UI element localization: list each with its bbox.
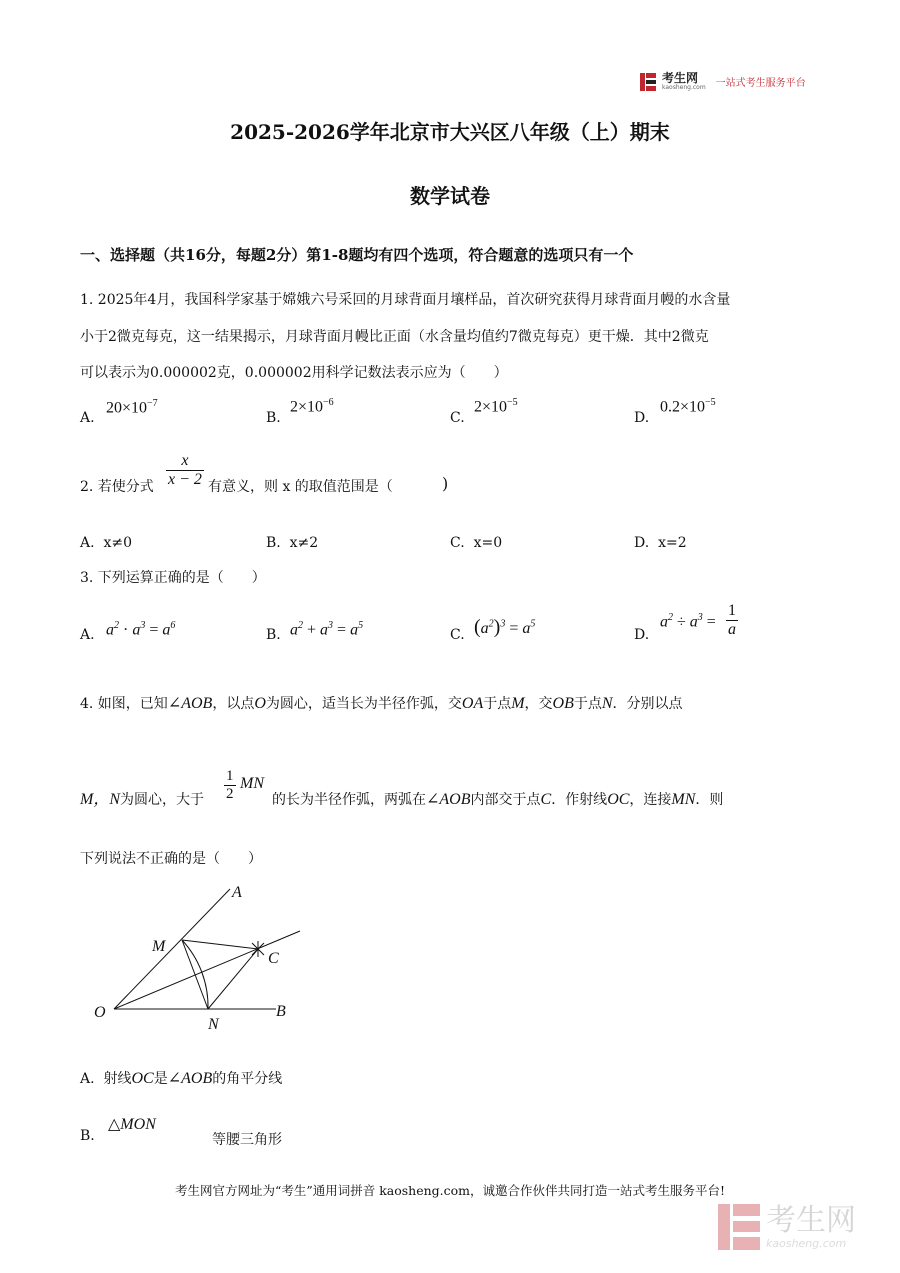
logo-slogan: 一站式考生服务平台 [715,78,806,89]
fig-label-a: A [232,884,242,901]
segment-mc [182,940,258,949]
watermark-logo-icon [718,1204,760,1250]
q1-option-d-label: D. [634,410,650,426]
logo-sub: kaosheng.com [662,84,706,91]
q2-suffix: 有意义，则 x 的取值范围是（ [208,479,393,495]
q1-line3: 可以表示为0.000002克，0.000002用科学记数法表示应为（ ） [80,365,508,381]
q4-line1: 4. 如图，已知∠AOB，以点O为圆心，适当长为半径作弧，交OA于点M，交OB于点N．分别以点 [80,695,683,712]
q3-d-den: a [728,621,736,638]
q3-option-d-fraction [726,602,738,639]
segment-mn [182,940,208,1009]
q1-line2: 小于2微克每克，这一结果揭示，月球背面月幔比正面（水含量均值约7微克每克）更干燥．其中2微克 [80,329,709,345]
q1-line1: 1. 2025年4月，我国科学家基于嫦娥六号采回的月球背面月壤样品，首次研究获得月球背面月幔的水含量 [80,292,731,308]
q4-line2a: M，N为圆心，大于 [80,791,205,808]
logo-brand: 考生网 [662,71,699,85]
q4-option-b-label: B. [80,1128,95,1144]
q1-option-a: $20\times 10^{-7}$ [106,398,158,417]
q4-line2b: 的长为半径作弧，两弧在∠AOB内部交于点C．作射线OC，连接MN．则 [272,791,724,808]
q4-half-fraction [224,768,236,803]
page-title: 2025-2026学年北京市大兴区八年级（上）期末 [230,120,670,144]
q3-option-c: $(a^2)^3 = a^5$ [474,616,536,638]
fig-label-m: M [152,938,166,955]
q4-option-b-text: 等腰三角形 [212,1132,282,1148]
logo-brand-block [662,72,706,91]
q3-option-b-label: B. [266,627,281,643]
q4-half-num: 1 [226,768,234,784]
q1-option-a-label: A. [80,410,95,426]
fig-label-b: B [276,1003,286,1020]
q2-frac-den: x − 2 [168,471,202,488]
fig-label-n: N [208,1016,219,1033]
q1-option-b-label: B. [266,410,281,426]
section-heading: 一、选择题（共16分，每题2分）第1-8题均有四个选项，符合题意的选项只有一个 [80,246,634,264]
q4-line3: 下列说法不正确的是（ ） [80,851,262,867]
q2-fraction [166,452,204,489]
q3-option-b: $a^2 + a^3 = a^5$ [290,620,364,639]
q2-frac-num: x [166,452,204,471]
q2-option-c: C. x=0 [450,535,503,551]
q3-stem: 3. 下列运算正确的是（ ） [80,570,266,586]
q4-option-a: A. 射线OC是∠AOB的角平分线 [80,1070,283,1087]
q1-option-c: $2\times 10^{-5}$ [474,397,518,416]
q2-close-paren: ) [442,474,449,493]
q3-option-c-label: C. [450,627,465,643]
q4-half-den: 2 [226,786,234,802]
fig-label-o: O [94,1004,106,1021]
kaosheng-logo-icon [640,73,656,91]
q3-option-a: $a^2 \cdot a^3 = a^6$ [106,620,176,639]
q3-option-a-label: A. [80,627,95,643]
q4-figure [90,875,320,1035]
page-footer: 考生网官方网址为“考生”通用词拼音 kaosheng.com，诚邀合作伙伴共同打造一站式考生服务平台! [174,1183,726,1198]
segment-nc [208,949,258,1009]
q2-option-b: B. x≠2 [266,535,319,551]
q3-option-d-label: D. [634,627,650,643]
q1-option-d: $0.2\times 10^{-5}$ [660,397,716,416]
q2-option-a: A. x≠0 [80,535,133,551]
q4-option-b-triangle: △MON [108,1116,156,1133]
q2-prefix: 2. 若使分式 [80,479,154,495]
q1-option-b: $2\times 10^{-6}$ [290,397,334,416]
fig-label-c: C [268,950,279,967]
watermark [718,1204,856,1250]
q1-option-c-label: C. [450,410,465,426]
q4-mn-label: MN [240,775,264,792]
q3-option-d-lhs: $a^2 \div a^3$ = [660,612,716,631]
header-logo [640,72,806,91]
q2-option-d: D. x=2 [634,535,687,551]
page-subtitle: 数学试卷 [410,184,490,208]
q3-d-num: 1 [728,602,736,619]
watermark-text: 考生网 [766,1202,856,1238]
watermark-text-block [766,1202,856,1250]
ray-oa [114,889,230,1009]
watermark-sub: kaosheng.com [766,1236,847,1250]
